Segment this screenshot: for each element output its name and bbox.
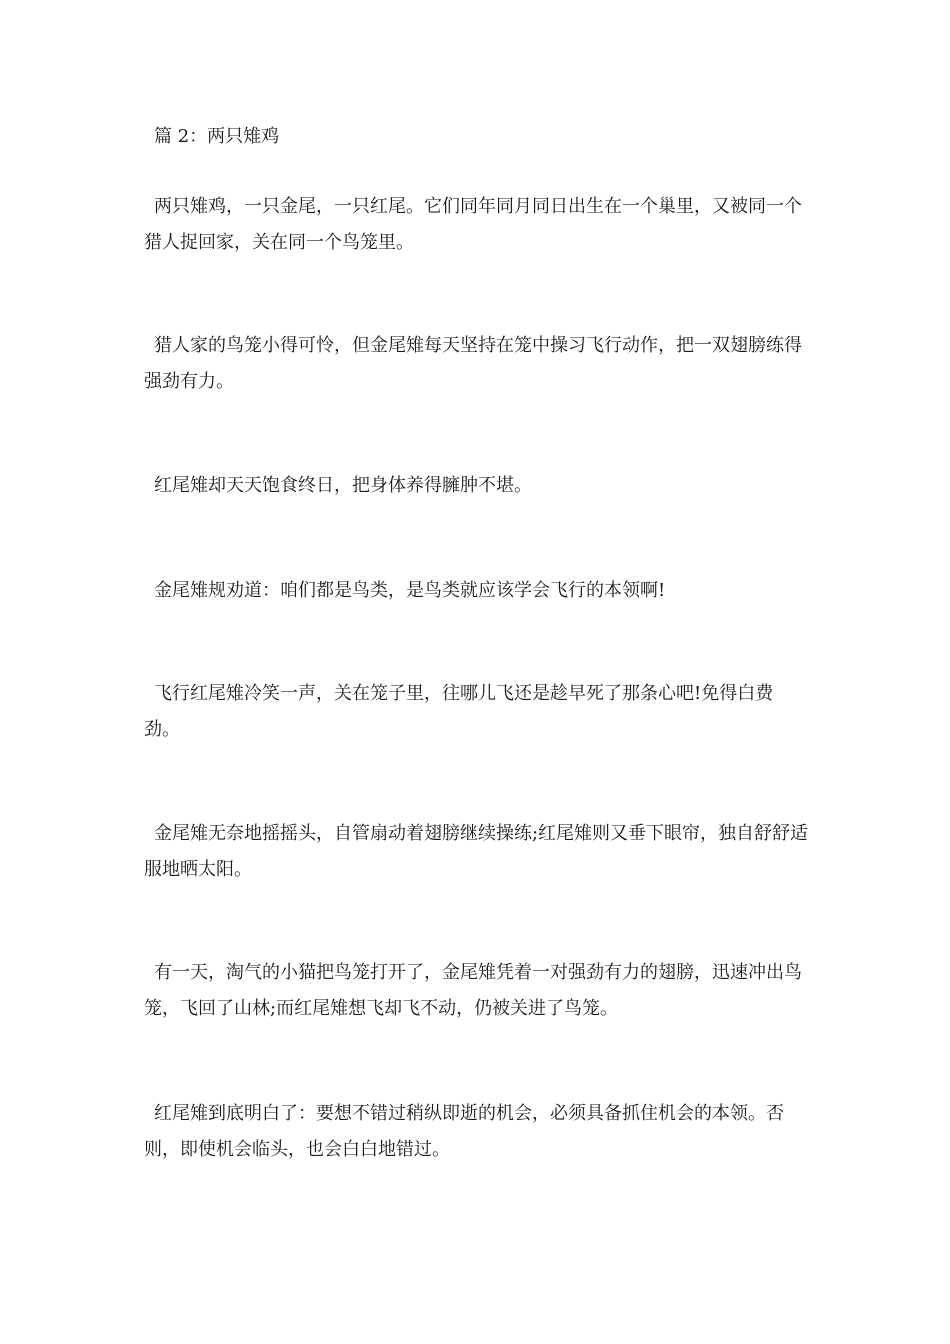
paragraph: 猎人家的鸟笼小得可怜，但金尾雉每天坚持在笼中操习飞行动作，把一双翅膀练得强劲有力。: [144, 335, 802, 392]
paragraph: 金尾雉无奈地摇摇头，自管扇动着翅膀继续操练;红尾雉则又垂下眼帘，独自舒舒适服地晒太阳。: [144, 823, 809, 880]
paragraph: 金尾雉规劝道：咱们都是鸟类，是鸟类就应该学会飞行的本领啊!: [154, 580, 666, 601]
paragraph: 红尾雉到底明白了：要想不错过稍纵即逝的机会，必须具备抓住机会的本领。否则，即使机会临头，也会白白地错过。: [144, 1103, 784, 1160]
paragraph: 两只雉鸡，一只金尾，一只红尾。它们同年同月同日出生在一个巢里，又被同一个猎人捉回家，关在同一个鸟笼里。: [144, 196, 802, 253]
paragraph: 有一天，淘气的小猫把鸟笼打开了，金尾雉凭着一对强劲有力的翅膀，迅速冲出鸟笼，飞回了山林;而红尾雉想飞却飞不动，仍被关进了鸟笼。: [144, 962, 802, 1019]
paragraph: 红尾雉却天天饱食终日，把身体养得臃肿不堪。: [154, 475, 532, 496]
paragraph: 飞行红尾雉冷笑一声，关在笼子里，往哪儿飞还是趁早死了那条心吧!免得白费劲。: [144, 683, 774, 740]
section-heading: 篇 2：两只雉鸡: [154, 126, 280, 147]
